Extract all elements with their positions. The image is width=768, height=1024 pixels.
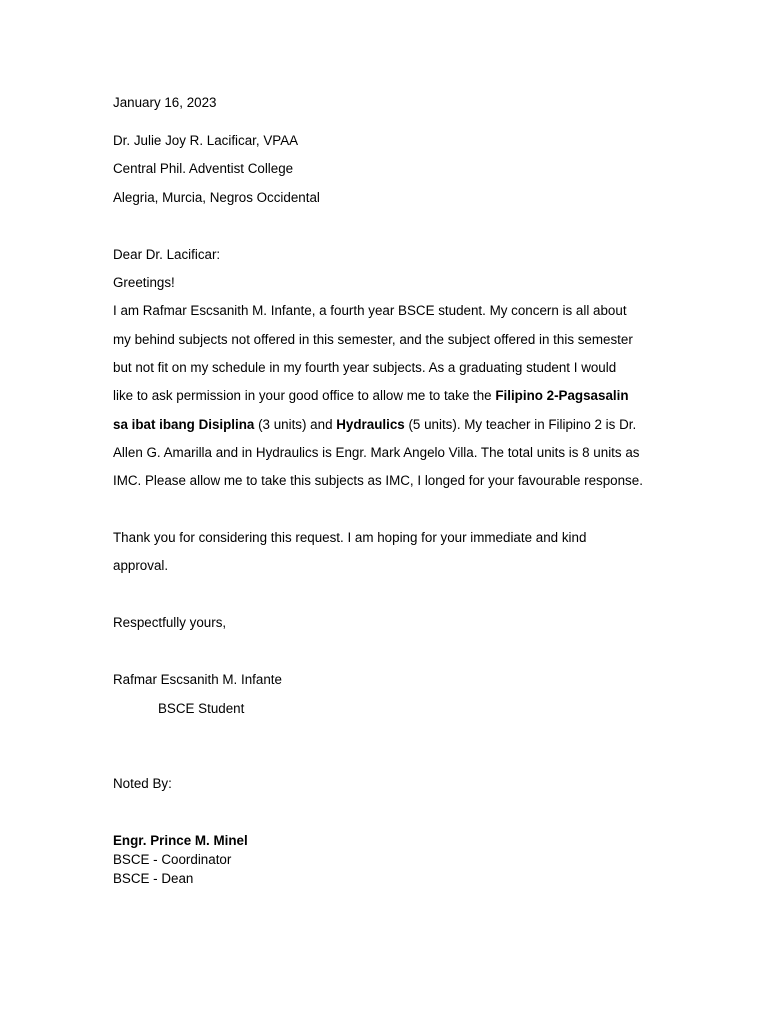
body-line-2: my behind subjects not offered in this semester, and the subject offered in this semester xyxy=(113,332,633,347)
recipient-name: Dr. Julie Joy R. Lacificar, VPAA xyxy=(113,133,299,148)
closing: Respectfully yours, xyxy=(113,615,227,630)
letter-date: January 16, 2023 xyxy=(113,95,217,110)
body-line-4-text: like to ask permission in your good office to allow me to take the xyxy=(113,388,496,403)
subject-filipino-2: Filipino 2-Pagsasalin xyxy=(495,388,629,403)
salutation: Dear Dr. Lacificar: xyxy=(113,247,221,262)
body-line-7: IMC. Please allow me to take this subjects as IMC, I longed for your favourable response. xyxy=(113,473,643,488)
greeting: Greetings! xyxy=(113,275,175,290)
body-line-5 xyxy=(113,416,636,434)
sender-title: BSCE Student xyxy=(158,701,245,716)
body-line-5-text-a: (3 units) and xyxy=(254,417,337,432)
noted-by-label: Noted By: xyxy=(113,776,172,791)
subject-hydraulics: Hydraulics xyxy=(336,417,405,432)
body-line-5-text-b: (5 units). My teacher in Filipino 2 is Dr. xyxy=(404,417,637,432)
sender-name: Rafmar Escsanith M. Infante xyxy=(113,672,282,687)
subject-filipino-2-cont: sa ibat ibang Disiplina xyxy=(113,417,255,432)
noted-by-name xyxy=(113,832,248,850)
body-line-4 xyxy=(113,387,629,405)
body-line-3: but not fit on my schedule in my fourth year subjects. As a graduating student I would xyxy=(113,360,617,375)
noted-by-role-dean: BSCE - Dean xyxy=(113,871,194,886)
noted-by-role-coordinator: BSCE - Coordinator xyxy=(113,852,232,867)
recipient-address: Alegria, Murcia, Negros Occidental xyxy=(113,190,320,205)
noted-by-name-text: Engr. Prince M. Minel xyxy=(113,833,248,848)
recipient-institution: Central Phil. Adventist College xyxy=(113,161,294,176)
body-line-1: I am Rafmar Escsanith M. Infante, a fourth year BSCE student. My concern is all about xyxy=(113,303,627,318)
body-line-6: Allen G. Amarilla and in Hydraulics is Engr. Mark Angelo Villa. The total units is 8 units as xyxy=(113,445,640,460)
thanks-line-1: Thank you for considering this request. I am hoping for your immediate and kind xyxy=(113,530,587,545)
thanks-line-2: approval. xyxy=(113,558,169,573)
